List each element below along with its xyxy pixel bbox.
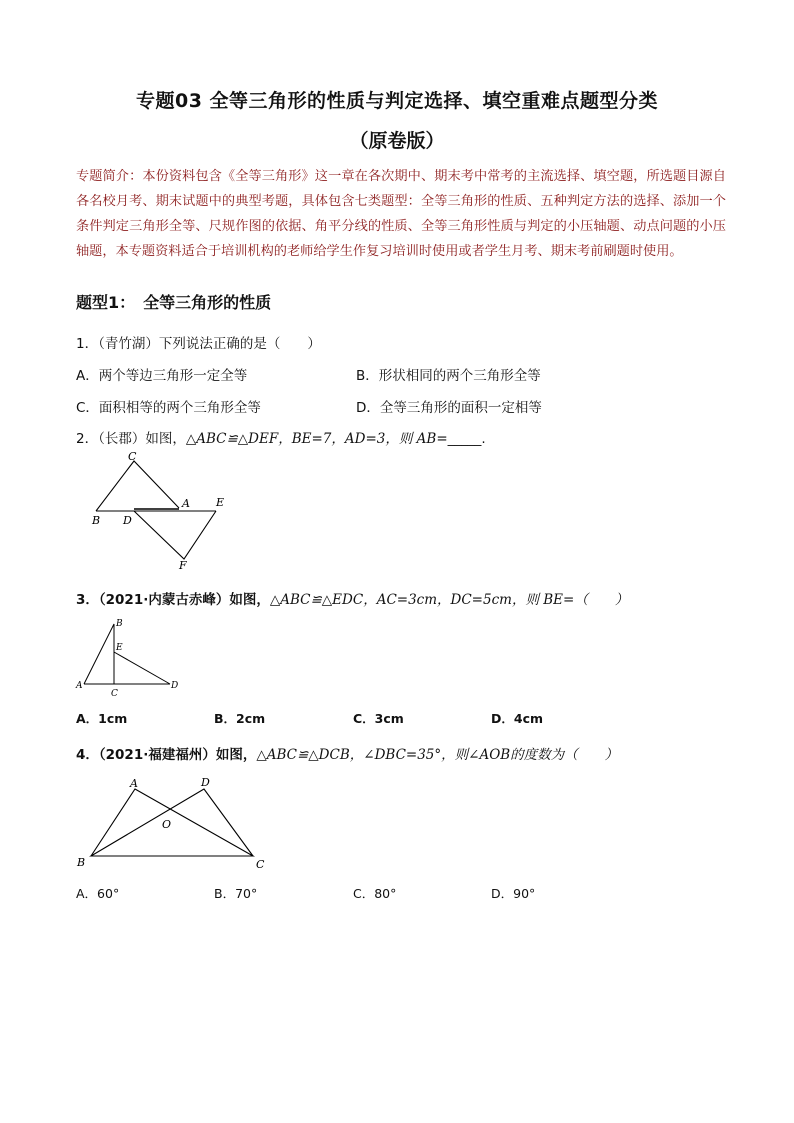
- label-d: D: [171, 681, 179, 691]
- question-4-option-a: A．60°: [76, 886, 120, 901]
- page-title: 专题03 全等三角形的性质与判定选择、填空重难点题型分类: [135, 90, 659, 112]
- triangle-dcb: [91, 789, 253, 856]
- label-b: B: [92, 514, 101, 527]
- label-c: C: [111, 689, 118, 699]
- label-a: A: [182, 497, 190, 510]
- line-ed: [114, 652, 170, 684]
- question-4-prefix: 4．（2021·福建福州）如图，: [76, 747, 257, 763]
- question-4-figure: [72, 772, 282, 876]
- question-4-option-c: C．80°: [353, 886, 397, 901]
- label-c: C: [128, 450, 137, 463]
- question-1-stem: 1．（青竹湖）下列说法正确的是（ ）: [76, 336, 321, 352]
- question-3-figure: [72, 616, 192, 700]
- question-4-stem: [76, 743, 618, 763]
- triangle-def: [134, 511, 216, 559]
- question-2-figure: [86, 450, 246, 570]
- question-3-stem: [76, 588, 628, 608]
- intro-paragraph: 专题简介：本份资料包含《全等三角形》这一章在各次期中、期末考中常考的主流选择、填空题，所选题目源自各名校月考、期末试题中的典型考题，具体包含七类题型：全等三角形的性质、五种判定方法的选择、添加一个条件判定三角形全等、尺规作图的依据、角平分线的性质、全等三角形性质与判定的小压轴题、动点问题的小压轴题，本专题资料适合于培训机构的老师给学生作复习培训时使用或者学生月考、期末考前刷题时使用。: [76, 169, 726, 259]
- question-4-math: △ABC≌△DCB，∠DBC=35°，则∠AOB的度数为（ ）: [256, 747, 619, 763]
- label-b: B: [116, 619, 123, 629]
- question-2-stem: [76, 427, 486, 447]
- label-b: B: [77, 856, 86, 869]
- question-3-option-c: C．3cm: [353, 711, 404, 726]
- label-d: D: [201, 776, 210, 789]
- question-3-option-b: B．2cm: [214, 711, 266, 726]
- question-3-prefix: 3．（2021·内蒙古赤峰）如图，: [76, 592, 270, 608]
- label-a: A: [130, 777, 138, 790]
- page-subtitle: （原卷版）: [349, 130, 445, 152]
- label-f: F: [179, 559, 187, 570]
- label-e: E: [116, 643, 123, 653]
- label-a: A: [76, 681, 83, 691]
- question-3-math: △ABC≌△EDC，AC=3cm，DC=5cm，则 BE=（ ）: [269, 592, 629, 608]
- question-4-option-d: D．90°: [491, 886, 536, 901]
- question-1-option-c: C．面积相等的两个三角形全等: [76, 400, 261, 416]
- question-2-prefix: 2．（长郡）如图，: [76, 431, 186, 447]
- question-2-math: △ABC≌△DEF，BE=7，AD=3，则 AB=: [185, 431, 448, 447]
- question-1-option-a: A．两个等边三角形一定全等: [76, 368, 248, 384]
- question-1-option-b: B．形状相同的两个三角形全等: [356, 368, 541, 384]
- triangle-abc: [84, 624, 114, 684]
- question-2-blank: _____.: [447, 431, 486, 447]
- triangle-abc: [96, 461, 179, 511]
- question-3-option-d: D．4cm: [491, 711, 544, 726]
- question-3-option-a: A．1cm: [76, 711, 128, 726]
- question-4-option-b: B．70°: [214, 886, 258, 901]
- label-c: C: [256, 858, 265, 871]
- section-heading-1: 题型1： 全等三角形的性质: [76, 293, 272, 312]
- question-1-option-d: D．全等三角形的面积一定相等: [356, 400, 542, 416]
- label-o: O: [162, 818, 172, 831]
- label-d: D: [123, 514, 132, 527]
- label-e: E: [216, 496, 225, 509]
